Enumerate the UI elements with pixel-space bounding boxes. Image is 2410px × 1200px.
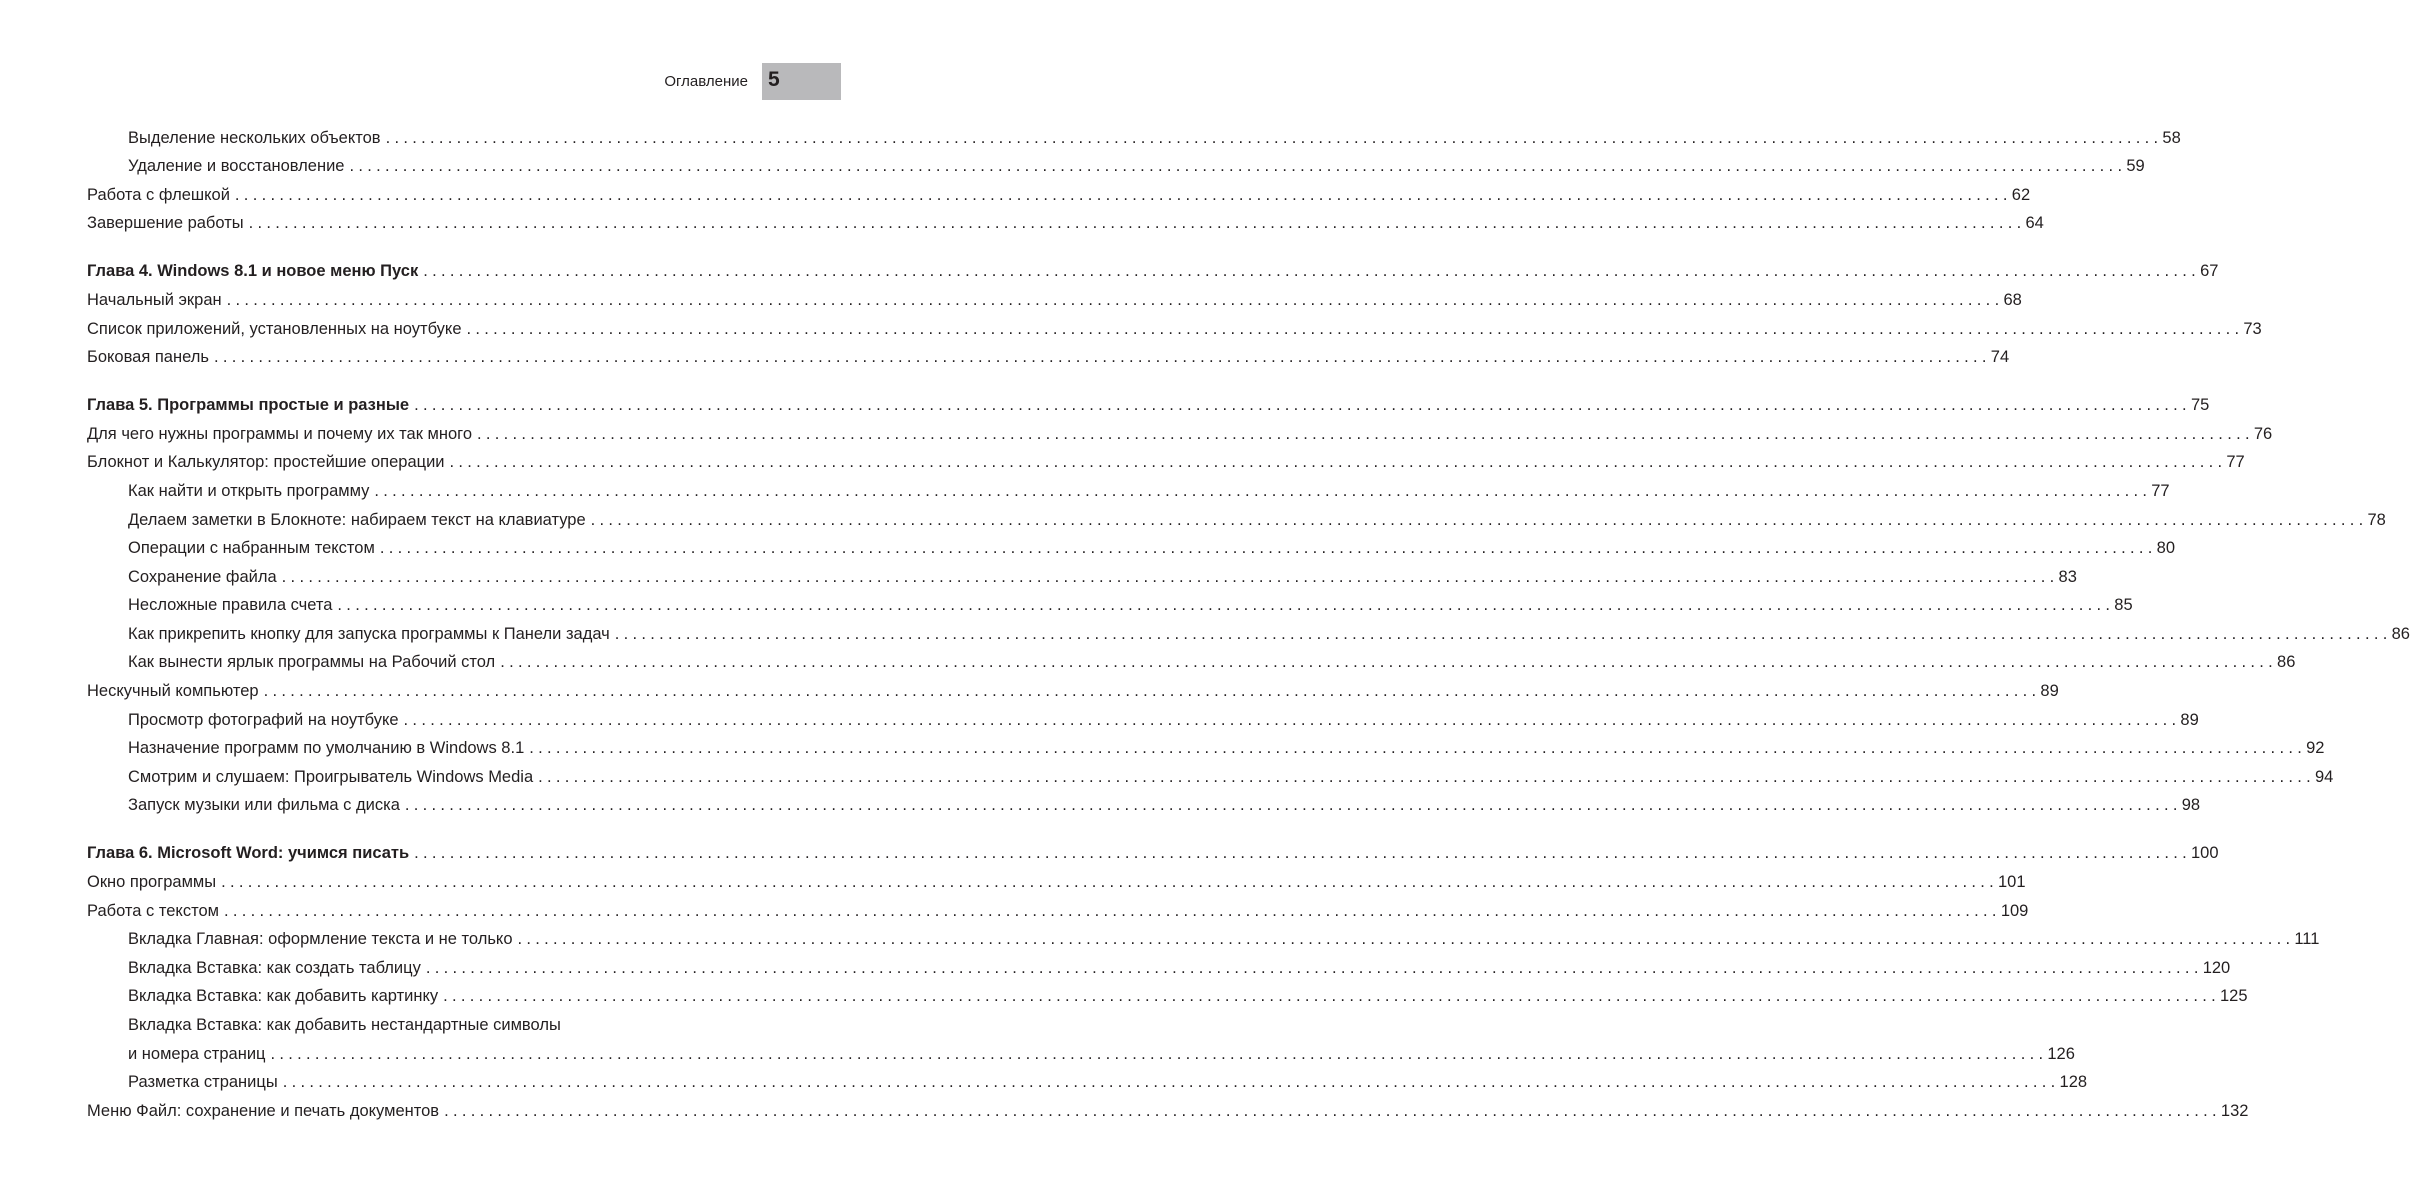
- toc-page-number: 80: [2156, 539, 2176, 558]
- toc-entry: [87, 285, 2022, 314]
- toc-entry: [87, 734, 2325, 763]
- toc-page-number: 76: [2253, 424, 2273, 443]
- toc-entry-title: Как найти и открыть программу: [128, 481, 370, 500]
- toc-entry: [87, 896, 2029, 925]
- toc-page-number: 111: [2294, 930, 2320, 949]
- toc-entry: [87, 448, 2245, 477]
- toc-page-number: 77: [2226, 453, 2245, 472]
- dot-leader: ........................................................................................................................................................................................................: [248, 214, 2026, 233]
- toc-entry-title: Начальный экран: [87, 290, 222, 309]
- toc-entry: [87, 1096, 2249, 1125]
- toc-page-number: 77: [2151, 481, 2170, 500]
- toc-entry-title: Вкладка Вставка: как создать таблицу: [128, 958, 421, 977]
- toc-entry-title: Завершение работы: [87, 214, 244, 233]
- toc-entry: [87, 505, 2386, 534]
- dot-leader: ........................................................................................................................................................................................................: [444, 1101, 2221, 1120]
- toc-entry-title: Выделение нескольких объектов: [128, 128, 381, 147]
- toc-entry: [87, 619, 2410, 648]
- toc-entry-title: Окно программы: [87, 873, 217, 892]
- toc-entry: [87, 314, 2262, 343]
- dot-leader: ........................................................................................................................................................................................................: [234, 185, 2012, 204]
- toc-page-number: 83: [2058, 567, 2077, 586]
- dot-leader: ........................................................................................................................................................................................................: [449, 453, 2227, 472]
- dot-leader: ........................................................................................................................................................................................................: [374, 481, 2152, 500]
- toc-page-number: 59: [2126, 157, 2145, 176]
- dot-leader: ........................................................................................................................................................................................................: [614, 624, 2392, 643]
- toc-entry: [87, 180, 2031, 209]
- toc-page-number: 125: [2219, 987, 2248, 1006]
- toc-entry-title: Боковая панель: [87, 348, 209, 367]
- toc-entry: [87, 1068, 2088, 1097]
- dot-leader: ........................................................................................................................................................................................................: [404, 796, 2182, 815]
- toc-entry-title: Назначение программ по умолчанию в Windows 8.1: [128, 739, 525, 758]
- toc-page-number: 132: [2220, 1101, 2249, 1120]
- toc-entry: [87, 925, 2320, 954]
- dot-leader: ........................................................................................................................................................................................................: [477, 424, 2254, 443]
- toc-entry: [87, 762, 2334, 791]
- toc-entry: [87, 591, 2133, 620]
- toc-entry-title: Вкладка Вставка: как добавить картинку: [128, 987, 439, 1006]
- toc-page-number: 75: [2190, 396, 2210, 415]
- toc-page-number: 126: [2047, 1044, 2075, 1063]
- toc-entry-title: и номера страниц: [128, 1044, 266, 1063]
- toc-entry-title: Вкладка Главная: оформление текста и не только: [128, 930, 513, 949]
- dot-leader: ........................................................................................................................................................................................................: [529, 739, 2307, 758]
- toc-chapter: [87, 257, 2219, 286]
- toc-page-number: 58: [2162, 128, 2181, 147]
- toc-page-number: 74: [1990, 348, 2010, 367]
- dot-leader: ........................................................................................................................................................................................................: [337, 596, 2115, 615]
- toc-page-number: 68: [2003, 290, 2022, 309]
- dot-leader: ........................................................................................................................................................................................................: [349, 157, 2127, 176]
- toc-entry-title: Работа с флешкой: [87, 185, 230, 204]
- dot-leader: ........................................................................................................................................................................................................: [517, 930, 2295, 949]
- toc-entry-title: Удаление и восстановление: [128, 157, 345, 176]
- toc-entry-title: Список приложений, установленных на ноутбуке: [87, 319, 462, 338]
- toc-entry-title: Глава 5. Программы простые и разные: [87, 396, 410, 415]
- dot-leader: ........................................................................................................................................................................................................: [223, 901, 2001, 920]
- toc-entry: [87, 982, 2248, 1011]
- dot-leader: ........................................................................................................................................................................................................: [385, 128, 2163, 147]
- toc-page-number: 89: [2180, 710, 2199, 729]
- dot-leader: ........................................................................................................................................................................................................: [414, 844, 2191, 863]
- toc-entry-title: Нескучный компьютер: [87, 682, 259, 701]
- dot-leader: ........................................................................................................................................................................................................: [414, 396, 2191, 415]
- dot-leader: ........................................................................................................................................................................................................: [443, 987, 2220, 1006]
- toc-entry-title: Делаем заметки в Блокноте: набираем текст на клавиатуре: [128, 510, 586, 529]
- toc-entry: [87, 343, 2010, 372]
- toc-entry-title: Блокнот и Калькулятор: простейшие операции: [87, 453, 445, 472]
- dot-leader: ........................................................................................................................................................................................................: [425, 958, 2203, 977]
- toc-entry-title: Сохранение файла: [128, 567, 277, 586]
- page-number-tab: [762, 63, 841, 100]
- toc-entry-title: Для чего нужны программы и почему их так много: [87, 424, 472, 443]
- toc-page-number: 78: [2367, 510, 2386, 529]
- toc-entry: [87, 534, 2176, 563]
- toc-entry: [87, 705, 2199, 734]
- toc-entry: [87, 867, 2026, 896]
- toc-chapter: [87, 391, 2210, 420]
- toc-entry-line: [87, 1010, 749, 1039]
- toc-entry-title: Работа с текстом: [87, 901, 219, 920]
- toc-entry: [87, 152, 2145, 181]
- toc-entry-title: Глава 6. Microsoft Word: учимся писать: [87, 844, 410, 863]
- toc-entry-title: Как вынести ярлык программы на Рабочий стол: [128, 653, 496, 672]
- toc-page-number: 120: [2202, 958, 2231, 977]
- toc-page-number: 101: [1997, 873, 2026, 892]
- table-of-contents: [87, 123, 2410, 1125]
- toc-entry-title: Запуск музыки или фильма с диска: [128, 796, 400, 815]
- dot-leader: ........................................................................................................................................................................................................: [466, 319, 2244, 338]
- toc-entry-title: Как прикрепить кнопку для запуска программы к Панели задач: [128, 624, 610, 643]
- toc-page-number: 92: [2306, 739, 2325, 758]
- toc-entry: [87, 123, 2181, 152]
- toc-page-number: 86: [2391, 624, 2410, 643]
- toc-page-number: 98: [2181, 796, 2201, 815]
- toc-chapter: [87, 839, 2219, 868]
- toc-entry-title: Операции с набранным текстом: [128, 539, 375, 558]
- dot-leader: ........................................................................................................................................................................................................: [538, 767, 2315, 786]
- toc-entry-title: Меню Файл: сохранение и печать документов: [87, 1101, 440, 1120]
- dot-leader: ........................................................................................................................................................................................................: [403, 710, 2181, 729]
- toc-entry: [87, 676, 2059, 705]
- toc-entry: [87, 209, 2044, 238]
- dot-leader: ........................................................................................................................................................................................................: [263, 682, 2041, 701]
- dot-leader: ........................................................................................................................................................................................................: [281, 567, 2059, 586]
- toc-entry: [87, 791, 2201, 820]
- toc-entry-title: Несложные правила счета: [128, 596, 333, 615]
- toc-page-number: 109: [2000, 901, 2029, 920]
- toc-page-number: 128: [2059, 1073, 2088, 1092]
- toc-entry: [87, 953, 2231, 982]
- toc-entry: [87, 562, 2077, 591]
- dot-leader: ........................................................................................................................................................................................................: [423, 262, 2201, 281]
- dot-leader: ........................................................................................................................................................................................................: [226, 290, 2004, 309]
- toc-page-number: 94: [2314, 767, 2334, 786]
- toc-entry: [87, 476, 2170, 505]
- toc-entry: [87, 648, 2296, 677]
- dot-leader: ........................................................................................................................................................................................................: [590, 510, 2368, 529]
- toc-entry: [87, 419, 2273, 448]
- dot-leader: ........................................................................................................................................................................................................: [500, 653, 2278, 672]
- toc-page-number: 89: [2040, 682, 2059, 701]
- page-number: 5: [768, 68, 780, 91]
- toc-page-number: 67: [2200, 262, 2219, 281]
- toc-page-number: 85: [2114, 596, 2133, 615]
- toc-entry-title: Просмотр фотографий на ноутбуке: [128, 710, 399, 729]
- toc-entry-title: Разметка страницы: [128, 1073, 278, 1092]
- toc-page-number: 64: [2025, 214, 2044, 233]
- dot-leader: ........................................................................................................................................................................................................: [282, 1073, 2060, 1092]
- toc-entry-title: Смотрим и слушаем: Проигрыватель Windows Media: [128, 767, 534, 786]
- toc-entry-title: Вкладка Вставка: как добавить нестандартные символы: [128, 1015, 561, 1034]
- toc-entry: [87, 1039, 2075, 1068]
- toc-page-number: 100: [2191, 844, 2219, 863]
- toc-page-number: 73: [2243, 319, 2262, 338]
- dot-leader: ........................................................................................................................................................................................................: [270, 1044, 2048, 1063]
- toc-entry-title: Глава 4. Windows 8.1 и новое меню Пуск: [87, 262, 419, 281]
- running-header-title: Оглавление: [664, 73, 748, 90]
- toc-page-number: 62: [2011, 185, 2031, 204]
- dot-leader: ........................................................................................................................................................................................................: [213, 348, 1991, 367]
- dot-leader: ........................................................................................................................................................................................................: [379, 539, 2157, 558]
- toc-page-number: 86: [2277, 653, 2296, 672]
- dot-leader: ........................................................................................................................................................................................................: [221, 873, 1998, 892]
